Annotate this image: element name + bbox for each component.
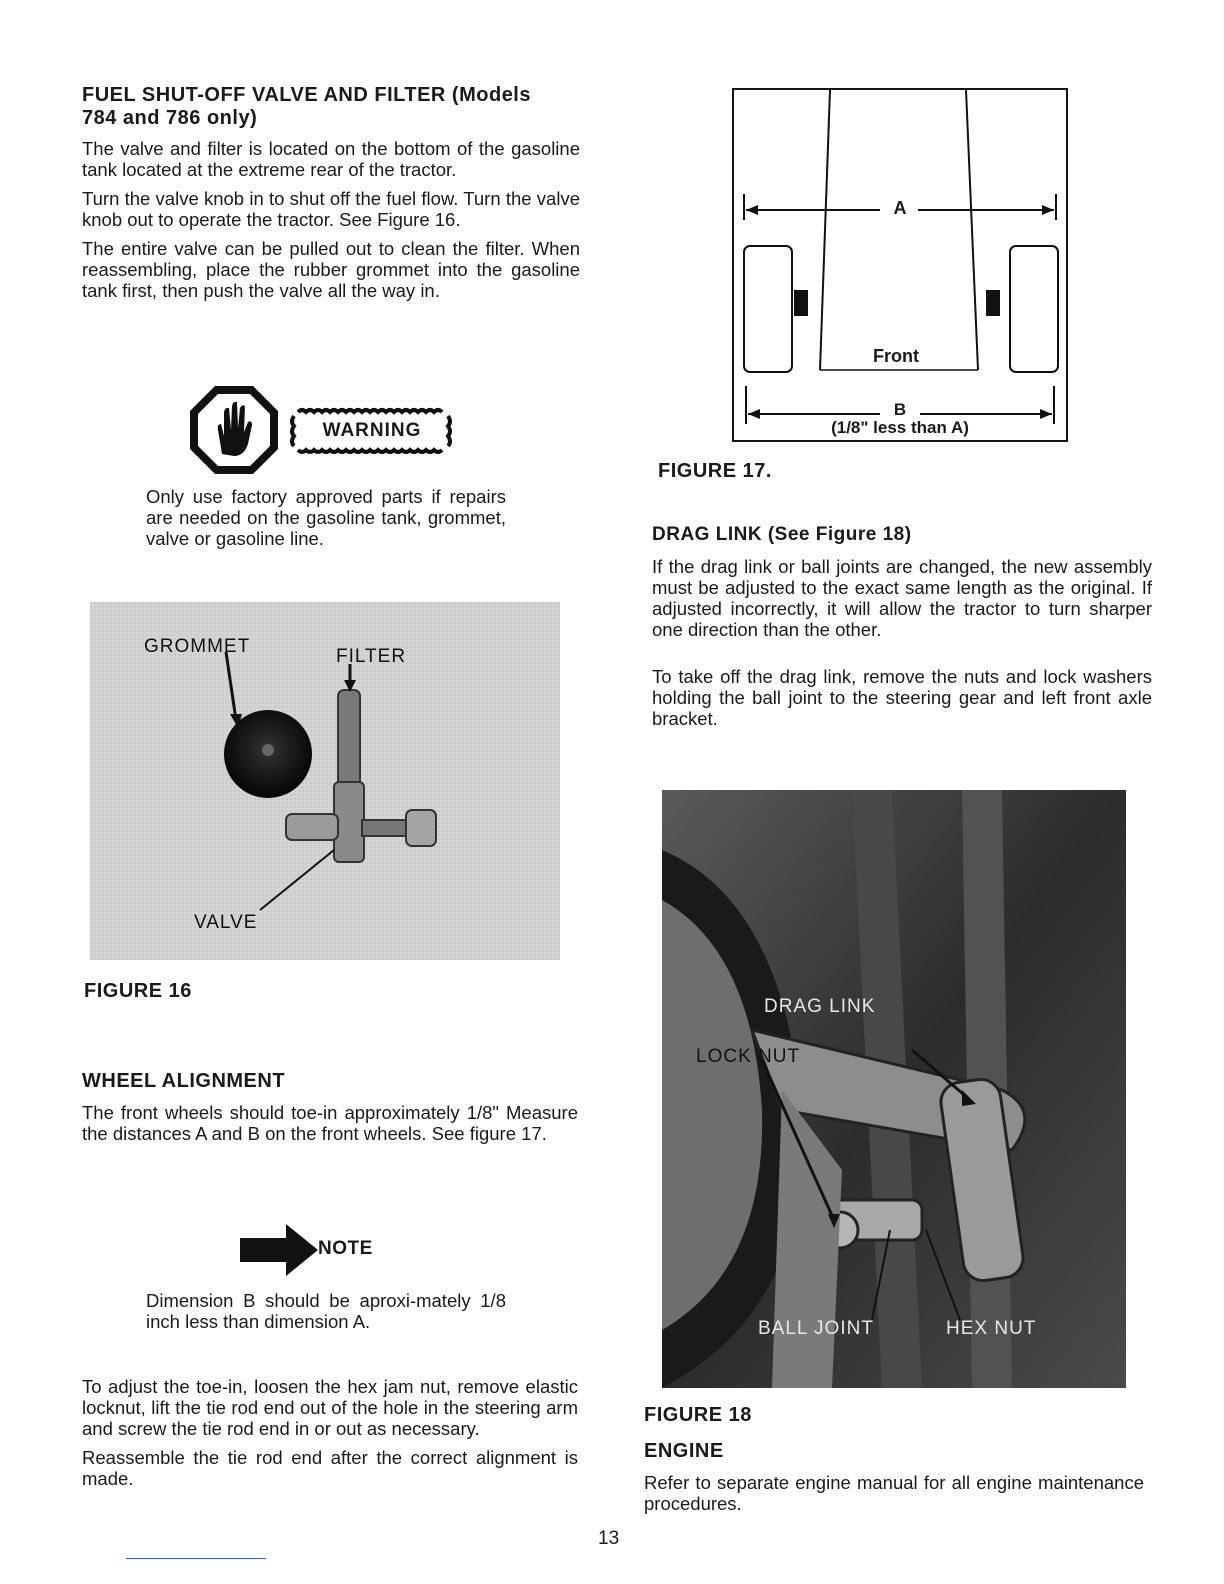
figure-17-illustration: [734, 90, 1066, 440]
drag-link-paragraph-2: To take off the drag link, remove the nuts and lock washers holding the ball joint to the steering gear and left front axle bracket.: [652, 666, 1152, 729]
figure-18-illustration: [662, 790, 1126, 1388]
figure-17-diagram: [732, 88, 1068, 442]
wheel-alignment-heading: WHEEL ALIGNMENT: [82, 1070, 286, 1092]
wheel-alignment-text: The front wheels should toe-in approximately 1/8" Measure the distances A and B on the front wheels. See figure 17.: [82, 1102, 578, 1144]
front-label: Front: [873, 346, 919, 366]
hex-nut-label: HEX NUT: [946, 1318, 1037, 1339]
figure-16-photo: [90, 602, 560, 960]
fuel-paragraph-2: Turn the valve knob in to shut off the fuel flow. Turn the valve knob out to operate the tractor. See Figure 16.: [82, 188, 580, 230]
footer-rule: [126, 1558, 266, 1559]
drag-link-paragraph-1: If the drag link or ball joints are changed, the new assembly must be adjusted to the exact same length as the original. If adjusted incorrectly, it will allow the tractor to turn sharper one direction than the other.: [652, 556, 1152, 640]
adjust-section-body: [82, 1376, 578, 1497]
figure-18-photo: [662, 790, 1126, 1388]
page-number: 13: [598, 1528, 620, 1549]
drag-link-label: DRAG LINK: [764, 996, 876, 1017]
figure-18-caption: FIGURE 18: [644, 1404, 752, 1426]
figure-16-caption: FIGURE 16: [84, 980, 192, 1002]
figure-17-caption: FIGURE 17.: [658, 460, 772, 482]
fuel-heading-line2: 784 and 786 only): [82, 107, 258, 129]
valve-label: VALVE: [194, 912, 258, 933]
warning-hand-icon: [188, 384, 280, 476]
dimension-a-label: A: [893, 198, 907, 218]
note-text: Dimension B should be aproxi-mately 1/8 inch less than dimension A.: [146, 1290, 506, 1332]
dimension-b-label: B: [893, 400, 907, 419]
warning-text: Only use factory approved parts if repairs are needed on the gasoline tank, grommet, valve or gasoline line.: [146, 486, 506, 549]
engine-heading: ENGINE: [644, 1440, 724, 1462]
engine-text: Refer to separate engine manual for all engine maintenance procedures.: [644, 1472, 1144, 1514]
grommet-label: GROMMET: [144, 636, 251, 657]
warning-badge-label: WARNING: [322, 420, 422, 441]
warning-badge: [288, 406, 456, 456]
fuel-heading-line1: FUEL SHUT-OFF VALVE AND FILTER (Models: [82, 84, 531, 106]
lock-nut-label: LOCK NUT: [696, 1046, 801, 1067]
note-arrow-icon: [240, 1224, 320, 1276]
drag-link-body: [652, 556, 1152, 737]
dimension-b-note: (1/8" less than A): [831, 418, 969, 437]
fuel-paragraph-3: The entire valve can be pulled out to clean the filter. When reassembling, place the rubber grommet into the gasoline tank first, then push the valve all the way in.: [82, 238, 580, 301]
fuel-paragraph-1: The valve and filter is located on the bottom of the gasoline tank located at the extreme rear of the tractor.: [82, 138, 580, 180]
note-badge-label: NOTE: [318, 1238, 373, 1259]
fuel-section-heading: [82, 84, 592, 130]
filter-label: FILTER: [336, 646, 407, 667]
adjust-paragraph-1: To adjust the toe-in, loosen the hex jam nut, remove elastic locknut, lift the tie rod end out of the hole in the steering arm and screw the tie rod end in or out as necessary.: [82, 1376, 578, 1439]
adjust-paragraph-2: Reassemble the tie rod end after the correct alignment is made.: [82, 1447, 578, 1489]
drag-link-heading: DRAG LINK (See Figure 18): [652, 524, 912, 545]
fuel-section-body: [82, 138, 580, 309]
ball-joint-label: BALL JOINT: [758, 1318, 874, 1339]
